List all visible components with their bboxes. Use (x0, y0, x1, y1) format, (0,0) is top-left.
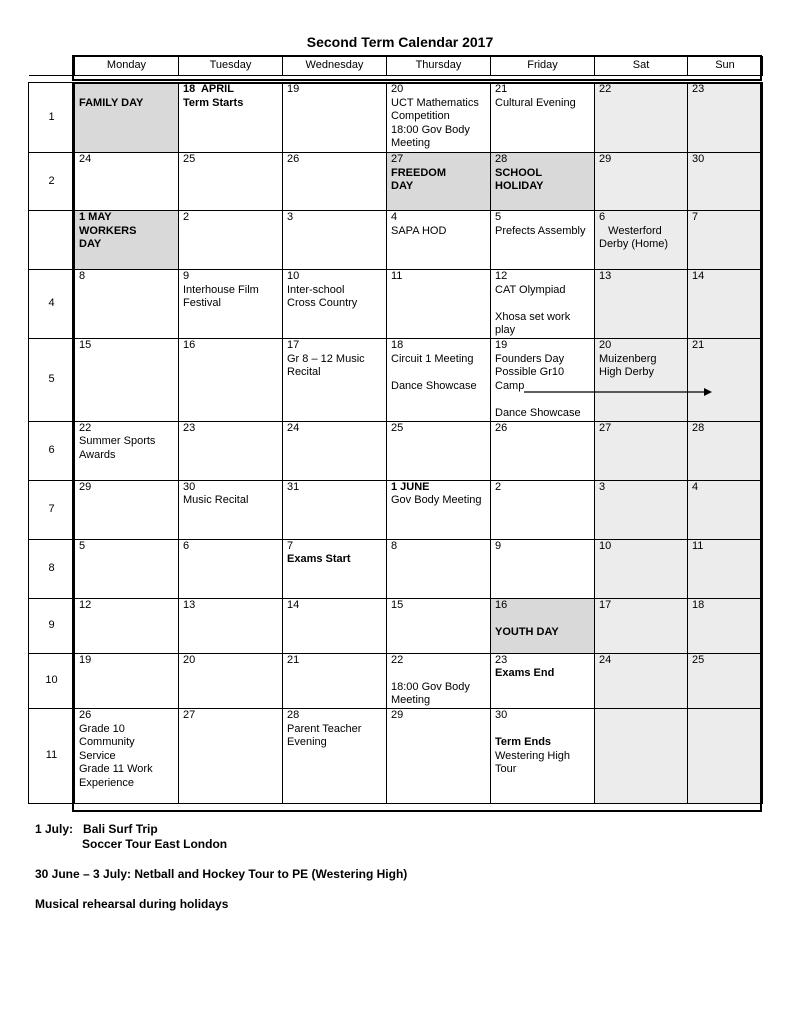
day-cell-tuesday (179, 598, 283, 653)
day-cell-sunday (688, 539, 763, 598)
day-cell-thursday (387, 339, 491, 422)
day-date: 24 (287, 421, 300, 434)
note-netball: 30 June – 3 July: Netball and Hockey Tour to PE (Westering High) (35, 867, 408, 881)
day-event: Derby (Home) (599, 238, 669, 251)
day-event: Xhosa set work (495, 310, 571, 323)
day-date: 26 (495, 421, 508, 434)
corner-cell (29, 57, 75, 76)
day-date: 25 (692, 653, 705, 666)
day-cell-saturday (595, 83, 688, 153)
header-sunday: Sun (688, 57, 763, 76)
day-date: 29 (79, 480, 92, 493)
week-row (29, 153, 763, 211)
day-cell-saturday (595, 598, 688, 653)
day-event: Exams End (495, 667, 555, 680)
day-cell-wednesday (283, 421, 387, 480)
note-soccer-text: Soccer Tour East London (82, 837, 228, 851)
day-date: 12 (79, 598, 92, 611)
day-cell-thursday (387, 83, 491, 153)
day-date: 21 (287, 653, 300, 666)
day-event: Founders Day (495, 352, 565, 365)
day-cell-tuesday (179, 83, 283, 153)
day-event: Tour (495, 763, 517, 776)
day-date: 14 (287, 598, 300, 611)
day-date: 18 APRIL (183, 83, 234, 95)
day-event: Westering High (495, 749, 570, 762)
day-event: Festival (183, 297, 221, 310)
day-cell-thursday (387, 153, 491, 211)
day-date: 17 (599, 598, 612, 611)
day-event: Grade 11 Work (79, 763, 153, 776)
day-event: play (495, 324, 516, 337)
day-cell-friday (491, 539, 595, 598)
day-event: Awards (79, 448, 116, 461)
day-date: 19 (495, 339, 508, 351)
week-number: 1 (29, 83, 75, 153)
day-cell-wednesday (283, 598, 387, 653)
day-date (692, 709, 762, 723)
day-event: High Derby (599, 366, 655, 379)
day-cell-saturday (595, 270, 688, 339)
day-event: Gov Body Meeting (391, 494, 482, 507)
day-event: 18:00 Gov Body (391, 123, 470, 136)
day-cell-tuesday (179, 480, 283, 539)
day-cell-thursday (387, 653, 491, 708)
week-row (29, 653, 763, 708)
day-event: Music Recital (183, 494, 249, 507)
day-cell-saturday (595, 339, 688, 422)
day-event: WORKERS (79, 224, 137, 237)
day-event: DAY (391, 180, 414, 193)
day-event: FREEDOM (391, 166, 446, 179)
day-cell-wednesday (283, 153, 387, 211)
day-date: 13 (183, 598, 196, 611)
day-date: 21 (692, 339, 705, 351)
day-date: 4 (692, 480, 699, 493)
day-cell-wednesday (283, 83, 387, 153)
page-title: Second Term Calendar 2017 (306, 34, 494, 50)
day-cell-thursday (387, 421, 491, 480)
day-event: Interhouse Film (183, 283, 259, 296)
day-cell-tuesday (179, 539, 283, 598)
day-date: 2 (183, 211, 190, 223)
week-row (29, 339, 763, 422)
week-row (29, 480, 763, 539)
day-date: 28 (692, 421, 705, 434)
day-date: 15 (79, 339, 92, 351)
day-date: 28 (495, 153, 508, 165)
day-date: 13 (599, 270, 612, 282)
day-cell-sunday (688, 153, 763, 211)
day-event (495, 723, 594, 737)
week-number: 4 (29, 270, 75, 339)
day-date: 8 (391, 539, 398, 552)
day-cell-saturday (595, 539, 688, 598)
day-cell-sunday (688, 211, 763, 270)
note-july (35, 822, 407, 837)
day-date: 15 (391, 598, 404, 611)
day-cell-wednesday (283, 270, 387, 339)
day-date: 18 (692, 598, 705, 611)
day-date: 24 (79, 153, 92, 165)
day-cell-tuesday (179, 421, 283, 480)
day-date: 26 (287, 153, 300, 165)
day-cell-friday (491, 480, 595, 539)
day-event: 18:00 Gov Body (391, 680, 470, 693)
day-event: Evening (287, 736, 327, 749)
day-date: 23 (692, 83, 705, 95)
week-number: 9 (29, 598, 75, 653)
header-row (29, 57, 763, 76)
day-cell-monday (75, 708, 179, 803)
day-date: 27 (183, 708, 196, 721)
day-date: 25 (391, 421, 404, 434)
day-date: 24 (599, 653, 612, 666)
day-event: Competition (391, 110, 450, 123)
day-cell-friday (491, 708, 595, 803)
day-event: Prefects Assembly (495, 224, 586, 237)
day-date: 23 (495, 653, 508, 666)
day-date: 6 (599, 211, 606, 223)
day-cell-saturday (595, 153, 688, 211)
week-number: 6 (29, 421, 75, 480)
day-cell-saturday (595, 211, 688, 270)
day-cell-tuesday (179, 211, 283, 270)
day-event: Inter-school (287, 283, 345, 296)
day-cell-friday (491, 83, 595, 153)
day-event: HOLIDAY (495, 180, 544, 193)
note-july-date: 1 July: (35, 822, 74, 836)
day-cell-thursday (387, 539, 491, 598)
day-date: 27 (599, 421, 612, 434)
day-cell-wednesday (283, 708, 387, 803)
day-date: 29 (391, 708, 404, 721)
week-row (29, 270, 763, 339)
day-event: DAY (79, 238, 102, 251)
day-cell-monday (75, 339, 179, 422)
week-row (29, 539, 763, 598)
day-date: 30 (495, 708, 508, 721)
day-cell-thursday (387, 480, 491, 539)
week-row (29, 211, 763, 270)
day-cell-sunday (688, 598, 763, 653)
day-cell-tuesday (179, 708, 283, 803)
day-date: 17 (287, 339, 300, 351)
day-cell-friday (491, 421, 595, 480)
day-event (495, 297, 594, 311)
day-cell-sunday (688, 480, 763, 539)
header-wednesday: Wednesday (283, 57, 387, 76)
day-date: 14 (692, 270, 705, 282)
day-date: 22 (391, 653, 404, 666)
notes (35, 822, 407, 912)
day-event: Cultural Evening (495, 96, 576, 109)
day-event: Recital (287, 366, 321, 379)
day-event (391, 667, 490, 681)
day-event: Term Starts (183, 96, 244, 109)
day-event: Dance Showcase (391, 379, 477, 392)
day-date: 19 (287, 83, 300, 95)
header-tuesday: Tuesday (179, 57, 283, 76)
day-event: Muizenberg (599, 352, 657, 365)
day-cell-thursday (387, 708, 491, 803)
day-cell-monday (75, 421, 179, 480)
day-cell-thursday (387, 598, 491, 653)
day-cell-tuesday (179, 153, 283, 211)
day-event: CAT Olympiad (495, 283, 566, 296)
day-cell-sunday (688, 270, 763, 339)
header-saturday: Sat (595, 57, 688, 76)
day-cell-saturday (595, 708, 688, 803)
day-date: 27 (391, 153, 404, 165)
day-event: SAPA HOD (391, 224, 447, 237)
day-date: 6 (183, 539, 190, 552)
day-cell-wednesday (283, 211, 387, 270)
day-date: 30 (183, 480, 196, 493)
day-cell-wednesday (283, 539, 387, 598)
day-date: 3 (599, 480, 606, 493)
week-number: 8 (29, 539, 75, 598)
day-date: 22 (79, 421, 92, 434)
day-date: 31 (287, 480, 300, 493)
day-cell-monday (75, 211, 179, 270)
day-date: 11 (692, 539, 704, 552)
day-event: Experience (79, 776, 135, 789)
day-cell-sunday (688, 653, 763, 708)
day-date: 20 (183, 653, 196, 666)
day-event: Grade 10 (79, 722, 125, 735)
day-event: FAMILY DAY (79, 96, 144, 109)
day-date: 25 (183, 153, 196, 165)
day-date: 29 (599, 153, 612, 165)
day-date: 7 (287, 539, 294, 552)
header-thursday: Thursday (387, 57, 491, 76)
week-number: 10 (29, 653, 75, 708)
day-date: 8 (79, 270, 86, 282)
day-cell-saturday (595, 421, 688, 480)
day-date: 19 (79, 653, 92, 666)
day-cell-saturday (595, 653, 688, 708)
week-number: 7 (29, 480, 75, 539)
day-date: 5 (495, 211, 502, 223)
note-musical: Musical rehearsal during holidays (35, 897, 229, 911)
day-cell-sunday (688, 83, 763, 153)
day-cell-wednesday (283, 653, 387, 708)
day-cell-monday (75, 653, 179, 708)
week-number (29, 211, 75, 270)
day-date: 18 (391, 339, 404, 351)
day-cell-friday (491, 653, 595, 708)
day-event: Gr 8 – 12 Music (287, 352, 365, 365)
day-date: 21 (495, 83, 508, 95)
day-cell-friday (491, 598, 595, 653)
day-cell-wednesday (283, 339, 387, 422)
day-event: Summer Sports (79, 435, 156, 448)
calendar-body (29, 83, 763, 804)
note-bali: Bali Surf Trip (83, 822, 158, 836)
day-date: 2 (495, 480, 502, 493)
day-event: Exams Start (287, 553, 351, 566)
day-date: 10 (599, 539, 612, 552)
day-event: Parent Teacher (287, 722, 362, 735)
day-date: 5 (79, 539, 86, 552)
day-cell-sunday (688, 708, 763, 803)
day-event (495, 612, 594, 626)
day-cell-monday (75, 539, 179, 598)
day-date: 1 MAY (79, 211, 112, 223)
day-date: 23 (183, 421, 196, 434)
day-date: 12 (495, 270, 508, 282)
day-cell-sunday (688, 421, 763, 480)
day-date: 9 (183, 270, 190, 282)
week-row (29, 421, 763, 480)
day-event (391, 366, 490, 380)
day-date: 10 (287, 270, 300, 282)
day-date: 30 (692, 153, 705, 165)
day-date: 16 (495, 598, 508, 611)
day-event: Dance Showcase (495, 406, 581, 419)
day-date: 20 (391, 83, 404, 95)
day-cell-monday (75, 480, 179, 539)
day-cell-thursday (387, 270, 491, 339)
day-cell-monday (75, 270, 179, 339)
day-date: 11 (391, 270, 403, 282)
week-row (29, 598, 763, 653)
day-cell-sunday (688, 339, 763, 422)
day-date: 7 (692, 211, 699, 223)
day-event: Meeting (391, 694, 431, 707)
day-event: Cross Country (287, 297, 358, 310)
day-date: 9 (495, 539, 502, 552)
day-cell-friday (491, 153, 595, 211)
day-date: 4 (391, 211, 398, 223)
week-number: 11 (29, 708, 75, 803)
header-friday: Friday (491, 57, 595, 76)
day-date (79, 83, 178, 97)
week-number: 5 (29, 339, 75, 422)
day-cell-friday (491, 270, 595, 339)
day-date: 20 (599, 339, 612, 351)
day-cell-monday (75, 153, 179, 211)
day-cell-saturday (595, 480, 688, 539)
calendar-table (28, 56, 763, 804)
day-date: 3 (287, 211, 294, 223)
day-event: Term Ends (495, 736, 552, 749)
day-cell-wednesday (283, 480, 387, 539)
day-date: 1 JUNE (391, 480, 430, 493)
week-number: 2 (29, 153, 75, 211)
day-event: Circuit 1 Meeting (391, 352, 474, 365)
day-cell-tuesday (179, 339, 283, 422)
day-cell-thursday (387, 211, 491, 270)
day-event: Possible Gr10 (495, 366, 565, 379)
day-event: SCHOOL (495, 166, 543, 179)
day-date: 26 (79, 708, 92, 721)
day-cell-tuesday (179, 653, 283, 708)
day-event: Camp (495, 379, 525, 392)
calendar (28, 56, 763, 804)
day-date: 22 (599, 83, 612, 95)
week-row (29, 83, 763, 153)
day-event: Meeting (391, 137, 431, 150)
day-cell-tuesday (179, 270, 283, 339)
day-cell-monday (75, 83, 179, 153)
day-date: 16 (183, 339, 196, 351)
day-date (599, 709, 687, 723)
day-cell-friday (491, 211, 595, 270)
camp-arrow (524, 388, 712, 396)
day-date: 28 (287, 708, 300, 721)
note-soccer (35, 837, 407, 852)
week-row (29, 708, 763, 803)
header-monday: Monday (75, 57, 179, 76)
day-event: YOUTH DAY (495, 625, 559, 638)
day-event: Westerford (599, 224, 662, 237)
day-cell-friday (491, 339, 595, 422)
day-event: UCT Mathematics (391, 96, 479, 109)
day-event: Community (79, 736, 135, 749)
day-cell-monday (75, 598, 179, 653)
day-event: Service (79, 749, 116, 762)
